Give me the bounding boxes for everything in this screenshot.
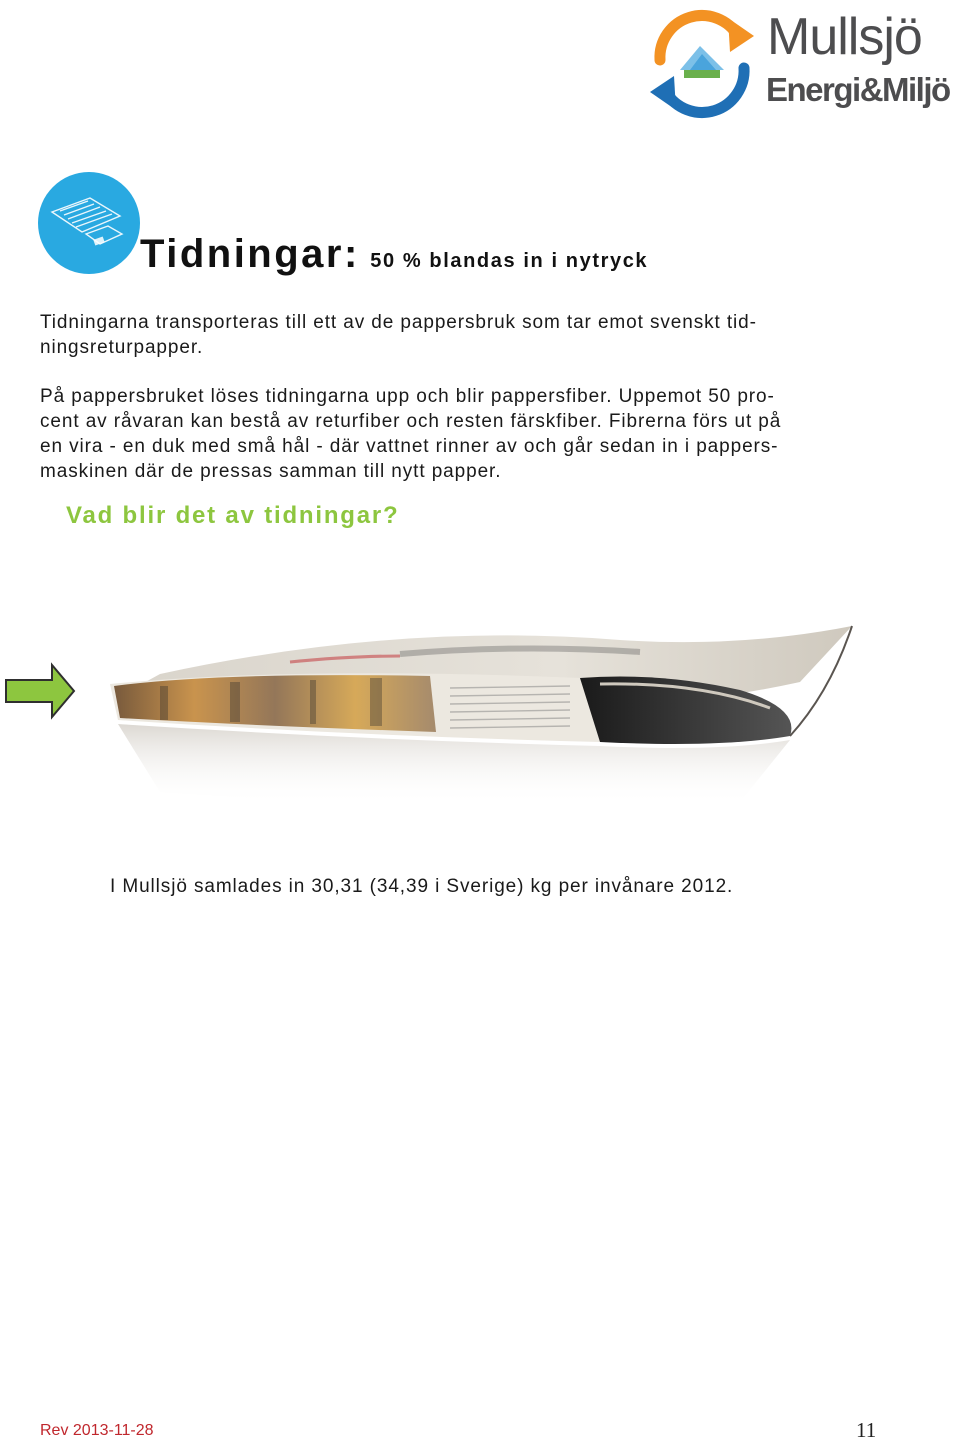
paragraph-line: cent av råvaran kan bestå av returfiber och resten färskfiber. Fibrerna förs ut på [40,411,782,432]
logo-name-line2: Energi&Miljö [766,71,950,108]
paragraph-line: Tidningarna transporteras till ett av de pappersbruk som tar emot svenskt tid- [40,312,757,333]
heading-title: Tidningar: [140,232,360,276]
section-heading [140,232,648,277]
company-logo [640,2,958,124]
heading-subtitle: 50 % blandas in i nytryck [370,250,649,272]
logo-name-line1: Mullsjö [767,8,922,66]
arrow-right-icon [4,662,76,720]
paragraph-line: ningsreturpapper. [40,337,204,358]
collection-statistic: I Mullsjö samlades in 30,31 (34,39 i Sverige) kg per invånare 2012. [110,876,734,897]
paragraph-line: På pappersbruket löses tidningarna upp och blir pappersfiber. Uppemot 50 pro- [40,386,775,407]
paragraph-line: en vira - en duk med små hål - där vattnet rinner av och går sedan in i pappers- [40,436,779,457]
page-number: 11 [856,1418,877,1442]
recycle-arrows-icon [640,2,765,124]
newspaper-illustration [100,612,860,812]
revision-date: Rev 2013-11-28 [40,1422,154,1439]
question-heading: Vad blir det av tidningar? [66,502,400,529]
paragraph-transport [40,310,900,360]
paragraph-process [40,384,900,484]
newspaper-icon [38,172,140,274]
paragraph-line: maskinen där de pressas samman till nytt papper. [40,461,502,482]
